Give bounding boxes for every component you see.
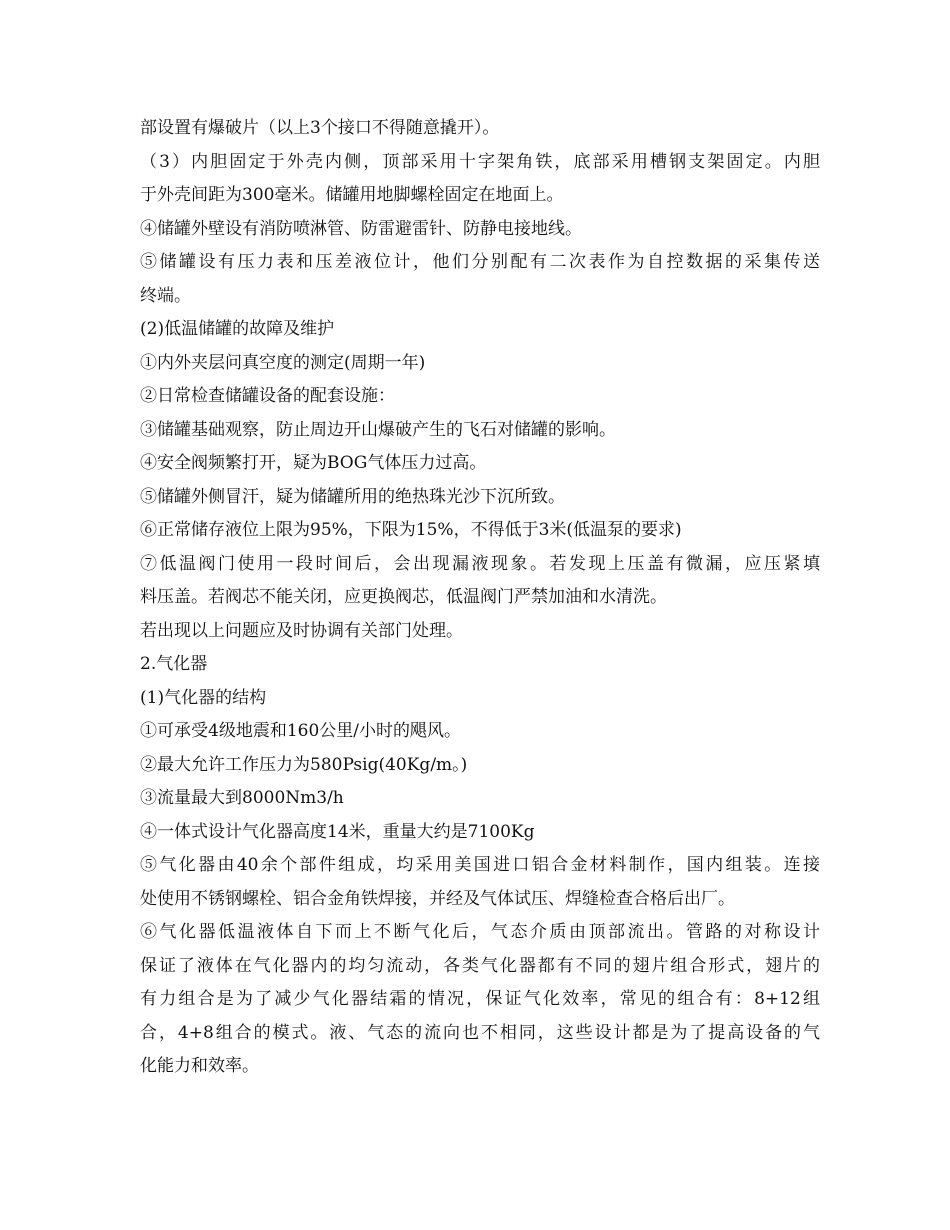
text-line: ④储罐外壁设有消防喷淋管、防雷避雷针、防静电接地线。 <box>140 218 582 239</box>
text-line: ②最大允许工作压力为580Psig(40Kg/m。) <box>140 754 468 775</box>
text-line: ⑥气化器低温液体自下而上不断气化后，气态介质由顶部流出。管路的对称设计 <box>140 922 820 942</box>
section-heading: (2)低温储罐的故障及维护 <box>140 319 335 339</box>
text-line: 保证了液体在气化器内的均匀流动，各类气化器都有不同的翅片组合形式，翅片的 <box>140 955 820 976</box>
text-line: 化能力和效率。 <box>140 1056 259 1076</box>
text-line: ⑥正常储存液位上限为95%，下限为15%，不得低于3米(低温泵的要求) <box>140 520 682 540</box>
text-line: ⑦低温阀门使用一段时间后，会出现漏液现象。若发现上压盖有微漏，应压紧填 <box>140 553 820 574</box>
text-line: ⑤储罐设有压力表和压差液位计，他们分别配有二次表作为自控数据的采集传送 <box>140 252 820 272</box>
text-line: ④安全阀频繁打开，疑为BOG气体压力过高。 <box>140 453 487 473</box>
text-line: 料压盖。若阀芯不能关闭，应更换阀芯，低温阀门严禁加油和水清洗。 <box>140 587 667 607</box>
text-line: 终端。 <box>140 285 191 306</box>
text-line: 于外壳间距为300毫米。储罐用地脚螺栓固定在地面上。 <box>140 185 564 205</box>
text-line: ①内外夹层问真空度的测定(周期一年) <box>140 352 426 373</box>
text-line: ⑤储罐外侧冒汗，疑为储罐所用的绝热珠光沙下沉所致。 <box>140 486 565 507</box>
text-line: 部设置有爆破片（以上3个接口不得随意撬开）。 <box>140 118 500 138</box>
text-line: 有力组合是为了减少气化器结霜的情况，保证气化效率，常见的组合有：8+12组 <box>140 989 820 1009</box>
document-page <box>140 112 820 1084</box>
text-line: （3）内胆固定于外壳内侧，顶部采用十字架角铁，底部采用槽钢支架固定。内胆 <box>140 151 820 172</box>
section-heading: 2.气化器 <box>140 654 208 674</box>
text-line: 合，4+8组合的模式。液、气态的流向也不相同，这些设计都是为了提高设备的气 <box>140 1022 820 1043</box>
text-line: ①可承受4级地震和160公里/小时的飓风。 <box>140 721 461 741</box>
text-line: ③流量最大到8000Nm3/h <box>140 788 344 808</box>
text-line: 若出现以上问题应及时协调有关部门处理。 <box>140 620 463 641</box>
text-line: ③储罐基础观察，防止周边开山爆破产生的飞石对储罐的影响。 <box>140 419 616 440</box>
text-line: ⑤气化器由40余个部件组成，均采用美国进口铝合金材料制作，国内组装。连接 <box>140 855 820 875</box>
section-heading: (1)气化器的结构 <box>140 687 267 708</box>
text-line: 处使用不锈钢螺栓、铝合金角铁焊接，并经及气体试压、焊缝检查合格后出厂。 <box>140 888 735 909</box>
text-line: ②日常检查储罐设备的配套设施： <box>140 386 395 406</box>
text-line: ④一体式设计气化器高度14米，重量大约是7100Kg <box>140 821 535 842</box>
